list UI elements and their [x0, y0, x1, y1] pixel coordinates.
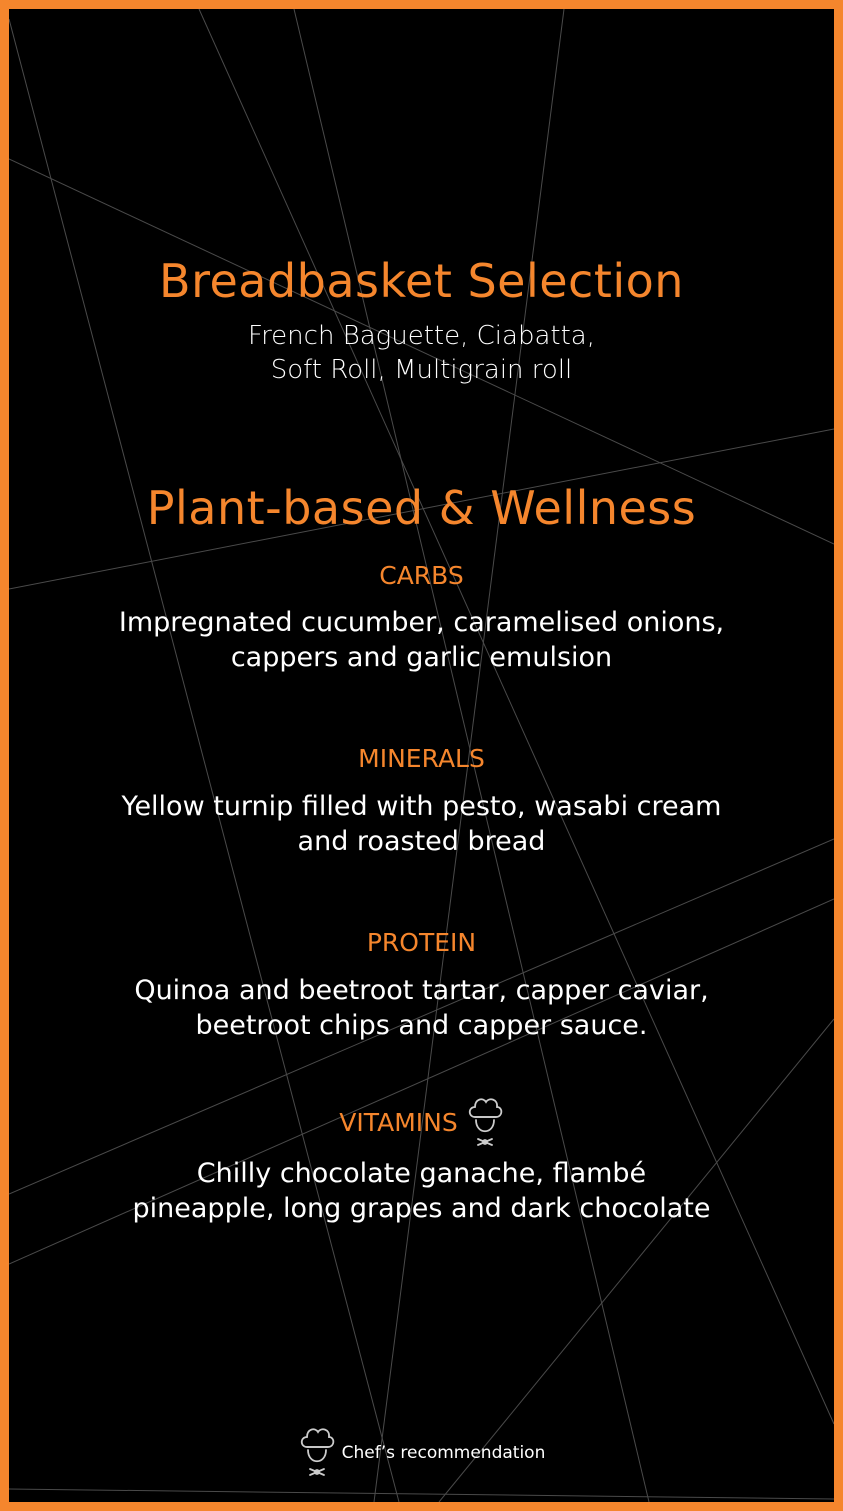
course-line: Impregnated cucumber, caramelised onions, — [118, 607, 725, 638]
chef-hat-icon — [298, 1425, 336, 1481]
course-heading-minerals: MINERALS — [358, 744, 485, 773]
course-line: and roasted bread — [297, 826, 546, 857]
course-line: Chilly chocolate ganache, flambé — [196, 1158, 647, 1189]
course-description-minerals — [9, 789, 834, 859]
course-heading-vitamins: VITAMINS — [339, 1108, 458, 1137]
course-line: beetroot chips and capper sauce. — [195, 1010, 648, 1041]
breadbasket-description — [9, 319, 834, 387]
section-title: Plant-based & Wellness — [146, 481, 697, 535]
course-heading-protein: PROTEIN — [366, 928, 477, 957]
course-description-vitamins — [9, 1156, 834, 1226]
breadbasket-line-2: Soft Roll, Multigrain roll — [270, 355, 573, 385]
chef-recommendation-label: Chef’s recommendation — [341, 1443, 546, 1463]
course-line: cappers and garlic emulsion — [230, 642, 613, 673]
course-line: pineapple, long grapes and dark chocolate — [132, 1193, 711, 1224]
course-line: Quinoa and beetroot tartar, capper caviar, — [134, 975, 709, 1006]
chef-recommendation-legend — [9, 1425, 834, 1481]
course-line: Yellow turnip filled with pesto, wasabi cream — [121, 791, 722, 822]
course-heading-row-vitamins — [9, 1095, 834, 1151]
chef-hat-icon — [466, 1095, 504, 1151]
course-description-carbs — [9, 605, 834, 675]
breadbasket-title: Breadbasket Selection — [159, 254, 684, 308]
breadbasket-line-1: French Baguette, Ciabatta, — [248, 321, 595, 351]
course-description-protein — [9, 973, 834, 1043]
course-heading-carbs: CARBS — [379, 561, 464, 590]
